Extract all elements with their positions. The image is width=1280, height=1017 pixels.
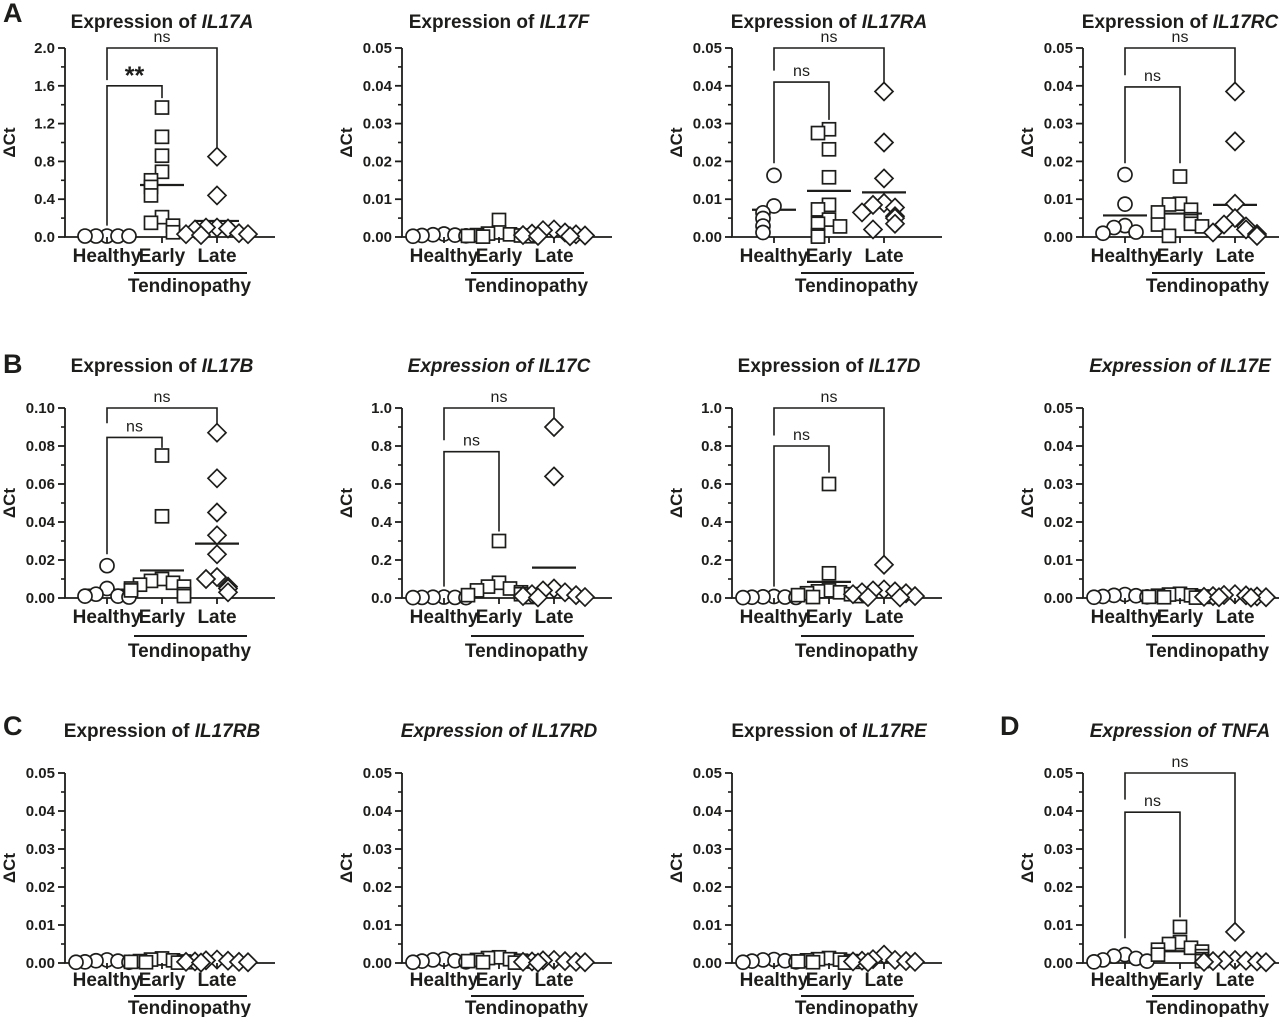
data-point-diamond (875, 169, 893, 187)
y-tick-label: 0.00 (692, 229, 722, 246)
tendinopathy-label: Tendinopathy (464, 641, 589, 662)
y-tick-label: 0.08 (25, 438, 55, 455)
data-point-square (493, 535, 506, 548)
axes (732, 408, 942, 598)
y-tick-label: 0.02 (362, 879, 392, 896)
group-label-healthy: Healthy (739, 970, 809, 991)
y-tick-label: 0.0 (701, 590, 722, 607)
plot-title-IL17RA: Expression of IL17RA (730, 12, 928, 33)
data-point-diamond (875, 134, 893, 152)
y-axis-label: ΔCt (337, 852, 356, 884)
group-label-late: Late (197, 607, 237, 628)
plot-svg-IL17F (320, 0, 640, 339)
y-tick-label: 0.2 (701, 552, 722, 569)
data-point-diamond (208, 424, 226, 442)
data-point-square (1152, 948, 1165, 961)
y-tick-label: 0.00 (362, 955, 392, 972)
group-label-healthy: Healthy (409, 246, 479, 267)
data-point-circle (767, 168, 781, 182)
significance-label: ns (153, 29, 171, 46)
tendinopathy-label: Tendinopathy (127, 641, 252, 662)
data-point-square (462, 229, 475, 242)
plot-panel-IL17F (320, 0, 640, 339)
group-label-early: Early (138, 607, 186, 628)
plot-title-IL17C: Expression of IL17C (407, 356, 591, 377)
y-tick-label: 0.04 (1043, 438, 1073, 455)
y-tick-label: 0.04 (1043, 77, 1073, 95)
significance-bracket (444, 408, 554, 440)
y-tick-label: 0.06 (25, 476, 55, 493)
tendinopathy-label: Tendinopathy (127, 276, 252, 297)
group-label-late: Late (1215, 246, 1255, 267)
data-point-square (1158, 591, 1171, 604)
data-point-circle (1096, 226, 1110, 240)
significance-label: ns (1144, 67, 1161, 85)
y-tick-label: 0.01 (25, 917, 55, 934)
group-label-late: Late (197, 246, 237, 267)
data-point-circle (1118, 197, 1132, 211)
plot-title-IL17RE: Expression of IL17RE (731, 721, 927, 742)
data-point-square (823, 171, 836, 184)
plot-panel-IL17A (0, 0, 320, 339)
y-tick-label: 0.04 (362, 803, 392, 820)
tendinopathy-label: Tendinopathy (464, 276, 589, 297)
data-point-diamond (208, 526, 226, 544)
y-tick-label: 0.02 (692, 153, 722, 171)
data-point-circle (122, 229, 136, 243)
data-point-square (834, 220, 847, 233)
y-tick-label: 0.00 (362, 229, 392, 246)
axes (402, 48, 612, 237)
y-tick-label: 1.2 (34, 115, 55, 133)
data-point-circle (1087, 955, 1101, 969)
data-point-square (156, 510, 169, 523)
tendinopathy-label: Tendinopathy (127, 998, 252, 1017)
y-tick-label: 0.01 (1043, 917, 1073, 934)
group-label-late: Late (864, 246, 904, 267)
y-tick-label: 0.00 (1043, 955, 1073, 972)
tendinopathy-label: Tendinopathy (794, 641, 919, 662)
y-tick-label: 0.01 (362, 917, 392, 934)
data-point-diamond (208, 545, 226, 563)
y-tick-label: 0.01 (362, 191, 392, 209)
y-tick-label: 0.00 (1043, 229, 1073, 246)
y-tick-label: 0.02 (1043, 879, 1073, 896)
y-tick-label: 0.05 (1043, 40, 1073, 57)
plot-svg-IL17RD (320, 678, 640, 1017)
y-axis-label: ΔCt (337, 127, 356, 158)
y-tick-label: 0.04 (692, 77, 722, 95)
group-label-healthy: Healthy (739, 246, 809, 267)
data-point-square (807, 591, 820, 604)
y-tick-label: 0.0 (371, 590, 392, 607)
y-tick-label: 0.05 (362, 765, 392, 782)
y-tick-label: 1.6 (34, 77, 55, 95)
significance-label: ** (124, 61, 145, 90)
tendinopathy-label: Tendinopathy (1145, 641, 1270, 662)
significance-bracket (1125, 48, 1235, 84)
plot-panel-IL17RC (960, 0, 1280, 339)
group-label-healthy: Healthy (72, 607, 142, 628)
data-point-circle (1129, 225, 1143, 239)
data-point-square (156, 449, 169, 462)
group-label-early: Early (1156, 970, 1204, 991)
y-tick-label: 1.0 (701, 400, 722, 417)
group-label-early: Early (1156, 246, 1204, 267)
data-point-square (167, 226, 180, 239)
data-point-square (125, 955, 138, 968)
group-label-late: Late (1215, 607, 1255, 628)
group-label-early: Early (475, 970, 523, 991)
tendinopathy-label: Tendinopathy (464, 998, 589, 1017)
group-label-late: Late (534, 607, 574, 628)
plot-svg-IL17RA (640, 0, 960, 339)
data-point-square (493, 213, 506, 226)
y-tick-label: 0.4 (701, 514, 722, 531)
data-point-diamond (208, 148, 226, 166)
data-point-square (807, 956, 820, 969)
y-tick-label: 0.02 (1043, 514, 1073, 531)
significance-bracket (774, 48, 884, 84)
y-tick-label: 0.02 (25, 552, 55, 569)
data-point-square (156, 101, 169, 114)
y-axis-label: ΔCt (0, 852, 19, 884)
data-point-circle (406, 955, 420, 969)
data-point-square (1143, 590, 1156, 603)
panel-letter-B: B (3, 349, 23, 379)
data-point-diamond (208, 186, 226, 204)
data-point-circle (69, 955, 83, 969)
y-tick-label: 0.04 (692, 803, 722, 820)
data-point-diamond (208, 469, 226, 487)
data-point-diamond (1226, 132, 1244, 150)
data-point-square (462, 955, 475, 968)
y-axis-label: ΔCt (0, 127, 19, 158)
y-tick-label: 0.4 (34, 191, 55, 209)
y-tick-label: 2.0 (34, 40, 55, 57)
data-point-diamond (864, 220, 882, 238)
data-point-square (145, 189, 158, 202)
y-tick-label: 0.05 (692, 40, 722, 57)
y-axis-label: ΔCt (0, 487, 19, 519)
y-tick-label: 0.04 (1043, 803, 1073, 820)
group-label-late: Late (534, 246, 574, 267)
y-tick-label: 0.03 (362, 115, 392, 133)
axes (1083, 408, 1279, 598)
y-tick-label: 0.00 (1043, 590, 1073, 607)
significance-label: ns (820, 29, 838, 46)
plot-title-IL17RC: Expression of IL17RC (1081, 12, 1279, 33)
data-point-circle (78, 589, 92, 603)
y-tick-label: 0.05 (692, 765, 722, 782)
plot-title-IL17D: Expression of IL17D (737, 356, 921, 377)
data-point-diamond (1226, 923, 1244, 941)
data-point-square (792, 955, 805, 968)
axes (732, 773, 942, 963)
y-axis-label: ΔCt (1018, 852, 1037, 884)
plot-panel-IL17RB (0, 678, 320, 1017)
significance-label: ns (126, 418, 143, 436)
group-label-healthy: Healthy (409, 970, 479, 991)
y-tick-label: 1.0 (371, 400, 392, 417)
plot-panel-IL17RE (640, 678, 960, 1017)
group-label-late: Late (197, 970, 237, 991)
significance-label: ns (793, 63, 810, 81)
group-label-healthy: Healthy (409, 607, 479, 628)
data-point-square (792, 589, 805, 602)
y-tick-label: 0.00 (692, 955, 722, 972)
y-tick-label: 0.03 (25, 841, 55, 858)
axes (65, 773, 275, 963)
plot-title-IL17RB: Expression of IL17RB (63, 721, 261, 742)
significance-label: ns (793, 427, 810, 444)
plot-title-TNFA: Expression of TNFA (1089, 721, 1271, 742)
y-tick-label: 0.03 (1043, 841, 1073, 858)
group-label-late: Late (1215, 970, 1255, 991)
y-tick-label: 0.01 (692, 917, 722, 934)
significance-bracket (107, 437, 162, 554)
y-tick-label: 0.03 (692, 841, 722, 858)
plot-panel-TNFA (960, 678, 1280, 1017)
data-point-circle (406, 229, 420, 243)
data-point-square (1163, 229, 1176, 242)
plot-title-IL17F: Expression of IL17F (408, 12, 590, 33)
data-point-square (1174, 920, 1187, 933)
y-tick-label: 0.2 (371, 552, 392, 569)
y-tick-label: 0.05 (362, 40, 392, 57)
tendinopathy-label: Tendinopathy (794, 276, 919, 297)
group-label-early: Early (805, 607, 853, 628)
y-tick-label: 0.8 (701, 438, 722, 455)
significance-label: ns (153, 389, 171, 406)
group-label-healthy: Healthy (72, 970, 142, 991)
significance-bracket (774, 82, 829, 163)
y-tick-label: 0.05 (1043, 400, 1073, 417)
data-point-circle (100, 559, 114, 573)
significance-bracket (444, 452, 499, 587)
panel-letter-A: A (3, 0, 23, 28)
y-tick-label: 0.6 (701, 476, 722, 493)
y-tick-label: 0.02 (692, 879, 722, 896)
data-point-diamond (208, 504, 226, 522)
y-tick-label: 0.6 (371, 476, 392, 493)
y-tick-label: 0.01 (1043, 552, 1073, 569)
axes (65, 48, 275, 237)
tendinopathy-label: Tendinopathy (1145, 276, 1270, 297)
y-tick-label: 0.03 (692, 115, 722, 133)
data-point-square (178, 590, 191, 603)
plot-title-IL17B: Expression of IL17B (70, 356, 254, 377)
plot-title-IL17RD: Expression of IL17RD (400, 721, 598, 742)
significance-label: ns (1144, 793, 1161, 811)
data-point-diamond (875, 82, 893, 100)
panel-letter-D: D (1000, 711, 1020, 741)
group-label-healthy: Healthy (1090, 607, 1160, 628)
panel-letter-C: C (3, 711, 23, 741)
data-point-circle (1118, 168, 1132, 182)
significance-bracket (1125, 812, 1180, 938)
y-axis-label: ΔCt (1018, 487, 1037, 519)
y-tick-label: 0.03 (362, 841, 392, 858)
y-tick-label: 0.01 (692, 191, 722, 209)
plot-panel-IL17RD (320, 678, 640, 1017)
data-point-square (156, 149, 169, 162)
significance-label: ns (463, 432, 480, 450)
data-point-square (462, 589, 475, 602)
data-point-square (140, 956, 153, 969)
y-tick-label: 0.02 (25, 879, 55, 896)
group-label-late: Late (534, 970, 574, 991)
data-point-diamond (545, 418, 563, 436)
data-point-diamond (875, 556, 893, 574)
plot-svg-IL17A (0, 0, 320, 339)
group-label-early: Early (805, 246, 853, 267)
y-tick-label: 0.00 (25, 590, 55, 607)
group-label-early: Early (475, 607, 523, 628)
significance-bracket (107, 86, 162, 226)
group-label-late: Late (864, 607, 904, 628)
y-tick-label: 0.05 (1043, 765, 1073, 782)
plot-svg-IL17RC (960, 0, 1280, 339)
group-label-early: Early (475, 246, 523, 267)
plot-panel-IL17E (960, 339, 1280, 678)
y-tick-label: 0.04 (25, 514, 55, 531)
group-label-healthy: Healthy (72, 246, 142, 267)
y-tick-label: 0.04 (362, 77, 392, 95)
plot-panel-IL17RA (640, 0, 960, 339)
data-point-square (1174, 170, 1187, 183)
significance-label: ns (1171, 754, 1189, 771)
plot-title-IL17E: Expression of IL17E (1089, 356, 1271, 377)
data-point-square (125, 584, 138, 597)
data-point-square (156, 130, 169, 143)
group-label-early: Early (138, 246, 186, 267)
plot-panel-IL17C (320, 339, 640, 678)
significance-bracket (774, 446, 829, 587)
tendinopathy-label: Tendinopathy (1145, 998, 1270, 1017)
y-axis-label: ΔCt (667, 127, 686, 158)
significance-bracket (1125, 87, 1180, 163)
axes (1083, 773, 1279, 963)
data-point-circle (736, 955, 750, 969)
group-label-late: Late (864, 970, 904, 991)
axes (402, 408, 612, 598)
y-tick-label: 0.10 (25, 400, 55, 417)
data-point-circle (756, 225, 770, 239)
y-axis-label: ΔCt (667, 852, 686, 884)
group-label-healthy: Healthy (739, 607, 809, 628)
plot-svg-IL17B (0, 339, 320, 678)
y-tick-label: 0.02 (362, 153, 392, 171)
plot-svg-IL17RB (0, 678, 320, 1017)
data-point-square (823, 567, 836, 580)
plot-svg-IL17D (640, 339, 960, 678)
significance-label: ns (1171, 29, 1189, 46)
group-label-healthy: Healthy (1090, 246, 1160, 267)
data-point-square (1152, 206, 1165, 219)
group-label-healthy: Healthy (1090, 970, 1160, 991)
data-point-square (477, 230, 490, 243)
y-tick-label: 0.05 (25, 765, 55, 782)
y-tick-label: 0.03 (1043, 115, 1073, 133)
y-tick-label: 0.02 (1043, 153, 1073, 171)
plot-svg-TNFA (960, 678, 1280, 1017)
y-tick-label: 0.8 (371, 438, 392, 455)
y-tick-label: 0.04 (25, 803, 55, 820)
tendinopathy-label: Tendinopathy (794, 998, 919, 1017)
plot-svg-IL17C (320, 339, 640, 678)
data-point-diamond (545, 467, 563, 485)
group-label-early: Early (1156, 607, 1204, 628)
y-axis-label: ΔCt (337, 487, 356, 519)
y-tick-label: 0.03 (1043, 476, 1073, 493)
y-tick-label: 0.01 (1043, 191, 1073, 209)
y-tick-label: 0.0 (34, 229, 55, 246)
y-tick-label: 0.8 (34, 153, 55, 171)
significance-label: ns (820, 389, 838, 406)
significance-label: ns (490, 389, 508, 406)
axes (402, 773, 612, 963)
plot-svg-IL17RE (640, 678, 960, 1017)
data-point-square (145, 216, 158, 229)
y-tick-label: 0.4 (371, 514, 392, 531)
y-axis-label: ΔCt (667, 487, 686, 519)
data-point-square (477, 956, 490, 969)
plot-panel-IL17B (0, 339, 320, 678)
y-axis-label: ΔCt (1018, 127, 1037, 158)
y-tick-label: 0.00 (25, 955, 55, 972)
data-point-square (823, 143, 836, 156)
data-point-square (812, 127, 825, 140)
data-point-square (823, 478, 836, 491)
plot-svg-IL17E (960, 339, 1280, 678)
plot-title-IL17A: Expression of IL17A (70, 12, 254, 33)
data-point-square (812, 230, 825, 243)
data-point-circle (406, 591, 420, 605)
plot-panel-IL17D (640, 339, 960, 678)
data-point-circle (1087, 590, 1101, 604)
group-label-early: Early (805, 970, 853, 991)
group-label-early: Early (138, 970, 186, 991)
data-point-circle (78, 229, 92, 243)
significance-bracket (107, 408, 217, 426)
data-point-diamond (1226, 82, 1244, 100)
data-point-circle (736, 591, 750, 605)
